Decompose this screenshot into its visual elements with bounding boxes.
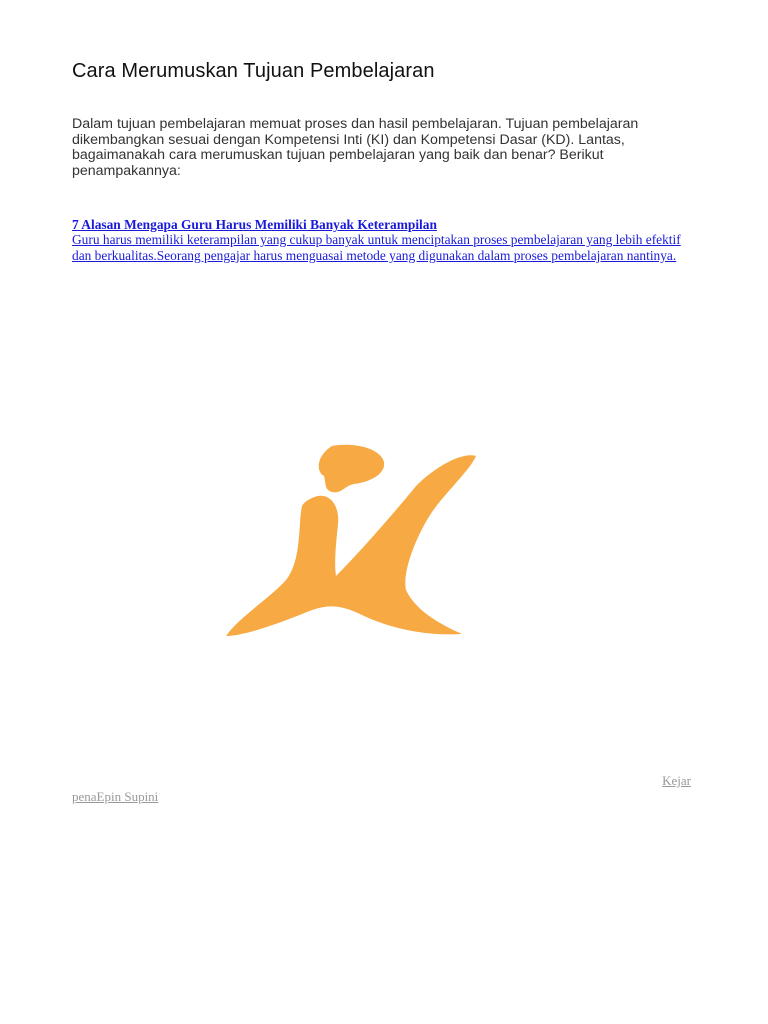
related-article-description: Guru harus memiliki keterampilan yang cukup banyak untuk menciptakan proses pembelajaran yang lebih efektif dan berkualitas.Seorang pengajar harus menguasai metode yang digunakan dalam proses pembelajaran nantinya. bbox=[72, 232, 681, 263]
intro-paragraph: Dalam tujuan pembelajaran memuat proses dan hasil pembelajaran. Tujuan pembelajaran dikembangkan sesuai dengan Kompetensi Inti (KI) dan Kompetensi Dasar (KD). Lantas, bagaimanakah cara merumuskan tujuan pembelajaran yang baik dan benar? Berikut penampakannya: bbox=[72, 116, 639, 179]
footer-link-left[interactable]: penaEpin Supini bbox=[72, 789, 159, 804]
kejar-logo-icon bbox=[220, 440, 482, 640]
footer-link-right[interactable]: Kejar bbox=[662, 773, 691, 788]
page-title: Cara Merumuskan Tujuan Pembelajaran bbox=[72, 60, 435, 82]
related-article-title: 7 Alasan Mengapa Guru Harus Memiliki Banyak Keterampilan bbox=[72, 217, 437, 232]
related-article-link[interactable] bbox=[72, 217, 697, 263]
